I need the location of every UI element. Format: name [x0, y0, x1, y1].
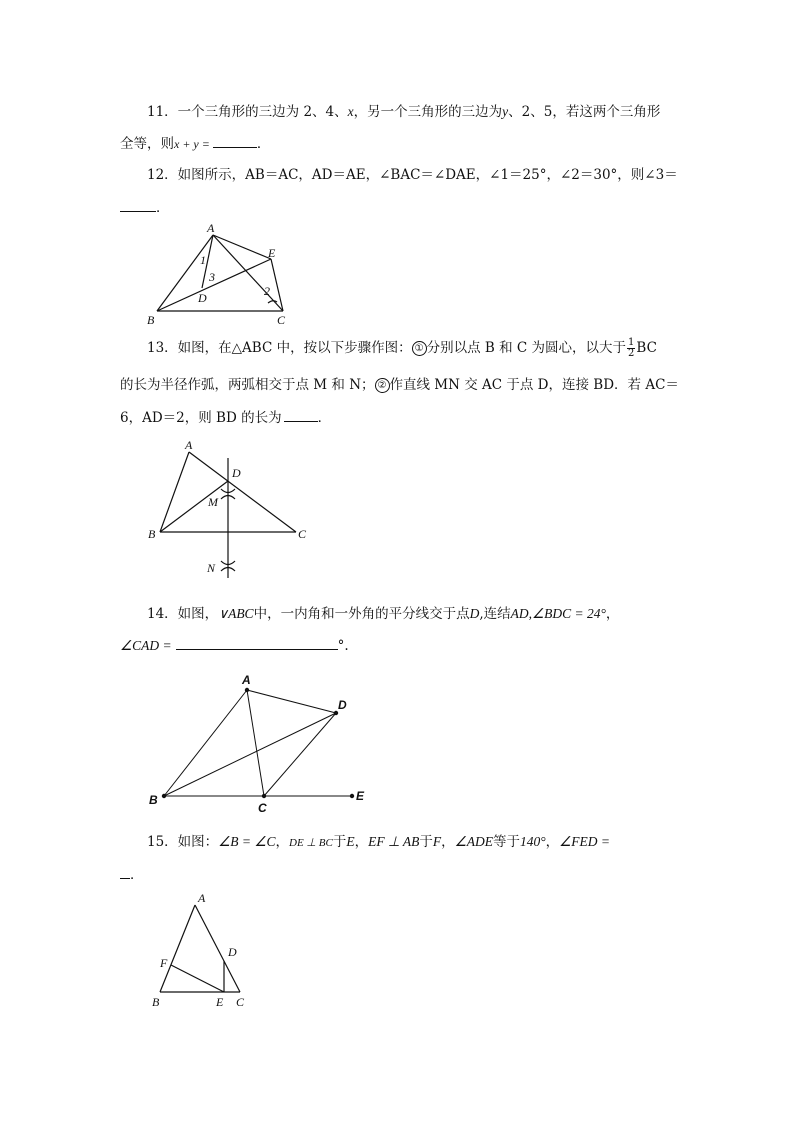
q13-label-N: N	[207, 561, 216, 575]
q11-var-x: x	[347, 104, 354, 119]
q15-degree: 140°	[519, 834, 546, 849]
q12-label-B: B	[147, 313, 155, 327]
q15-sep-2: ，	[354, 834, 369, 850]
q14-angle-CAD: ∠CAD =	[120, 638, 172, 653]
q13-label-A: A	[185, 438, 193, 452]
q14-label-A: A	[242, 673, 251, 687]
q15-seg-EF	[171, 965, 224, 992]
q13-text-c: BC	[636, 340, 657, 356]
q12-label-2: 2	[264, 284, 270, 298]
q12-label-C: C	[277, 313, 286, 327]
q14-label-D: D	[338, 698, 347, 712]
q13-label-M: M	[208, 495, 218, 509]
q13-label-C: C	[298, 527, 307, 541]
q13-frac-den: 2	[628, 348, 635, 359]
q15-sep-4: ，	[545, 834, 560, 850]
q14-point-D: D	[469, 606, 480, 621]
q12-text-end: ．	[156, 200, 170, 216]
q13-text-f: 6，AD＝2，则 BD 的长为	[120, 410, 282, 426]
q11-var-y: y	[502, 104, 509, 119]
q15-label-E: E	[216, 995, 224, 1009]
q15-point-F: F	[432, 834, 442, 849]
q15-cond-5: ∠FED =	[559, 834, 610, 849]
q14-text-b: 中，一内角和一外角的平分线交于点	[253, 606, 470, 622]
q11-text-b: ，另一个三角形的三边为	[353, 104, 503, 120]
q11-text-e: ．	[256, 136, 271, 152]
q15-label-A: A	[198, 891, 206, 905]
q15-label-D: D	[228, 945, 237, 959]
q13-text-d: 的长为半径作弧，两弧相交于点 M 和 N；	[120, 377, 375, 393]
q15-label-C: C	[236, 995, 245, 1009]
q15-text-a: 15．如图：	[147, 834, 219, 850]
q13-label-B: B	[148, 527, 156, 541]
q15-label-F: F	[160, 956, 168, 970]
q14-text-c: ,连结	[479, 606, 511, 622]
q12-label-E: E	[268, 246, 276, 260]
q11-expression: x + y =	[174, 137, 210, 151]
q14-triangle: ∨ABC	[218, 606, 254, 621]
q15-cond-2: DE ⊥ BC	[289, 837, 333, 849]
q14-label-C: C	[258, 801, 267, 815]
q15-deng: 等于	[492, 834, 520, 850]
q13-step-1: ①	[412, 341, 427, 356]
q12-label-1: 1	[200, 253, 206, 267]
q14-text-a: 14．如图，	[147, 606, 219, 622]
q15-seg-AB	[160, 905, 195, 992]
q15-label-B: B	[152, 995, 160, 1009]
q13-text-a: 13．如图，在△ABC 中，按以下步骤作图：	[147, 340, 412, 356]
q12-label-3: 3	[209, 270, 215, 284]
q11-text-a: 11．一个三角形的三边为 2、4、	[147, 104, 348, 120]
q12-label-D: D	[198, 291, 207, 305]
q13-text-g: ．	[317, 410, 332, 426]
q15-yu-1: 于	[332, 834, 347, 850]
q11-text-d: 全等，则	[120, 136, 174, 152]
q14-label-E: E	[356, 789, 365, 803]
q11-text-c: 、2、5，若这两个三角形	[508, 104, 661, 120]
q12-text: 12．如图所示，AB＝AC，AD＝AE，∠BAC＝∠DAE，∠1＝25°，∠2＝30°，则∠3＝	[147, 167, 678, 183]
q14-text-d: ，	[605, 606, 620, 622]
q13-frac-num: 1	[628, 337, 635, 348]
q13-label-D: D	[232, 466, 241, 480]
q15-sep-1: ，	[275, 834, 290, 850]
q13-text-e: 作直线 MN 交 AC 于点 D，连接 BD．若 AC＝	[389, 377, 679, 393]
q14-segment-AD: AD	[510, 606, 529, 621]
q15-point-E: E	[346, 834, 355, 849]
q15-text-end: ．	[130, 867, 144, 883]
q14-label-B: B	[149, 793, 158, 807]
q15-cond-4: ∠ADE	[454, 834, 493, 849]
q14-text-e: °.	[337, 638, 349, 654]
q13-step-2: ②	[375, 378, 390, 393]
q13-text-b: 分别以点 B 和 C 为圆心，以大于	[426, 340, 627, 356]
q15-cond-3: EF ⊥ AB	[368, 834, 420, 849]
q12-label-A: A	[207, 221, 215, 235]
q14-angle-BDC: ,∠BDC = 24°	[528, 606, 606, 621]
q15-sep-3: ，	[441, 834, 455, 850]
q15-yu-2: 于	[419, 834, 433, 850]
q15-cond-1: ∠B = ∠C	[218, 834, 276, 849]
